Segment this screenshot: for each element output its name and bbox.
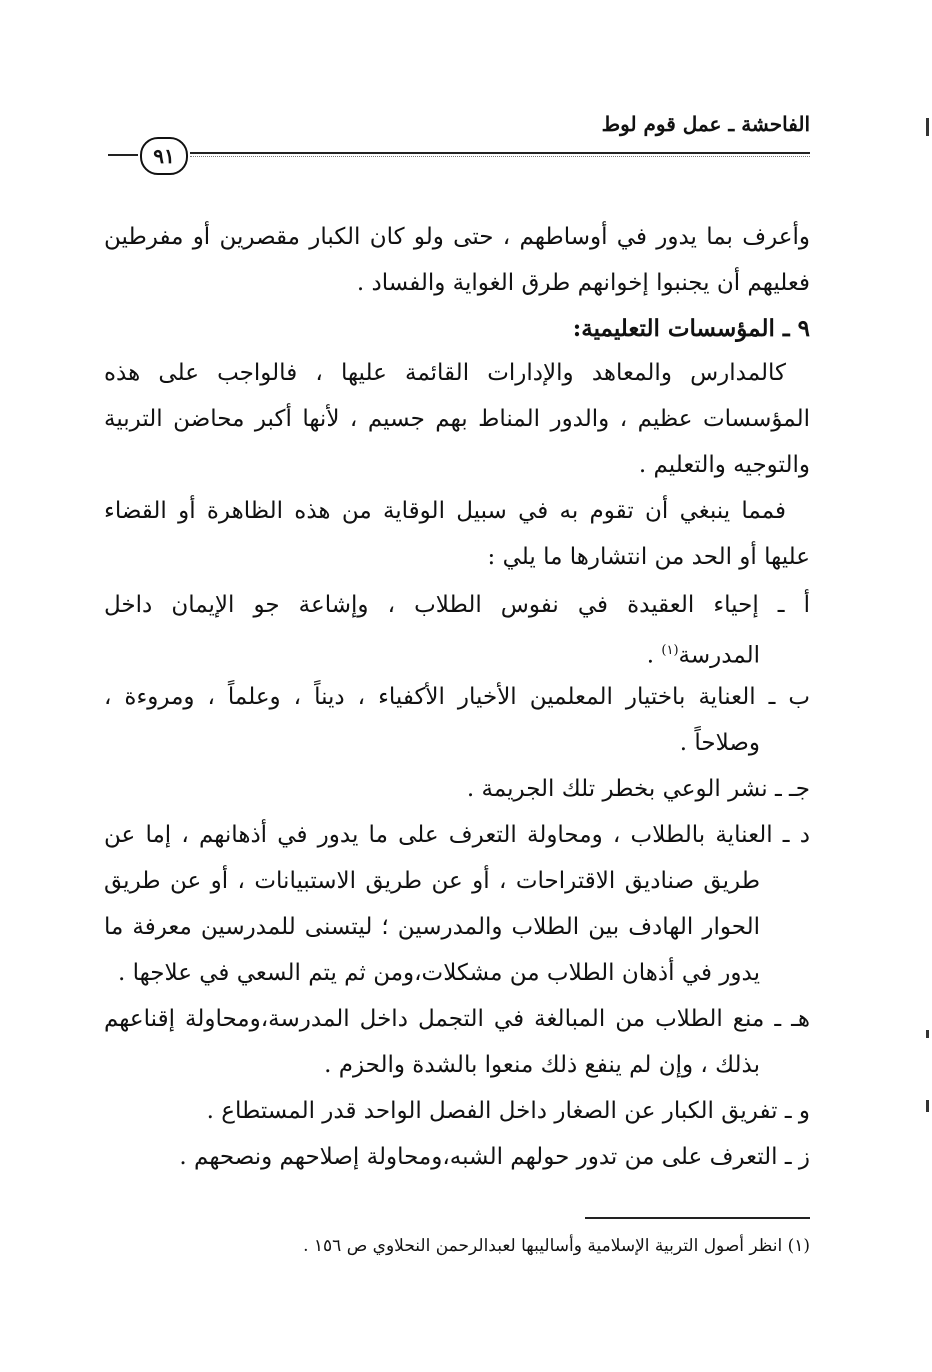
section-heading: ٩ ـ المؤسسات التعليمية: xyxy=(572,315,810,342)
list-item-d-cont: الحوار الهادف بين الطلاب والمدرسين ؛ ليتسنى للمدرسين معرفة ما xyxy=(104,914,760,940)
header-rule-dotted xyxy=(190,156,810,157)
text-line: وأعرف بما يدور في أوساطهم ، حتى ولو كان الكبار مقصرين أو مفرطين xyxy=(104,224,810,250)
list-item-w: و ـ تفريق الكبار عن الصغار داخل الفصل الواحد قدر المستطاع . xyxy=(206,1098,810,1124)
header-rule-left xyxy=(108,154,138,156)
text-line: كالمدارس والمعاهد والإدارات القائمة عليها ، فالواجب على هذه xyxy=(104,360,786,386)
text-line: عليها أو الحد من انتشارها ما يلي : xyxy=(487,544,810,570)
scan-edge-mark xyxy=(926,1100,929,1112)
text-line: فعليهم أن يجنبوا إخوانهم طرق الغواية والفساد . xyxy=(356,270,810,296)
scan-edge-mark xyxy=(926,1030,929,1038)
header-rule xyxy=(190,152,810,154)
list-item-z: ز ـ التعرف على من تدور حولهم الشبه،ومحاولة إصلاحهم ونصحهم . xyxy=(179,1144,810,1170)
list-item-d-cont: يدور في أذهان الطلاب من مشكلات،ومن ثم يتم السعي في علاجها . xyxy=(118,960,760,986)
list-item-b: ب ـ العناية باختيار المعلمين الأخيار الأكفياء ، ديناً ، وعلماً ، ومروءة ، xyxy=(104,684,810,710)
page-number: ٩١ xyxy=(140,137,188,175)
list-item-b-cont: وصلاحاً . xyxy=(679,730,760,756)
list-item-a: أ ـ إحياء العقيدة في نفوس الطلاب ، وإشاعة جو الإيمان داخل xyxy=(104,592,810,618)
list-item-h-cont: بذلك ، وإن لم ينفع ذلك منعوا بالشدة والحزم . xyxy=(324,1052,760,1078)
footnote-rule xyxy=(585,1217,810,1219)
list-item-h: هـ ـ منع الطلاب من المبالغة في التجمل داخل المدرسة،ومحاولة إقناعهم xyxy=(104,1006,810,1032)
scan-edge-mark xyxy=(926,118,929,136)
list-item-a-cont: المدرسة$^{(١)}$ . xyxy=(646,642,760,669)
text-line: فمما ينبغي أن تقوم به في سبيل الوقاية من هذه الظاهرة أو القضاء xyxy=(104,498,786,524)
list-item-d: د ـ العناية بالطلاب ، ومحاولة التعرف على ما يدور في أذهانهم ، إما عن xyxy=(104,822,810,848)
list-item-c: جـ ـ نشر الوعي بخطر تلك الجريمة . xyxy=(466,776,810,802)
text-line: والتوجيه والتعليم . xyxy=(638,452,810,478)
running-title: الفاحشة ـ عمل قوم لوط xyxy=(601,112,810,136)
footnote: (١) انظر أصول التربية الإسلامية وأساليبها لعبدالرحمن النحلاوي ص ١٥٦ . xyxy=(303,1236,810,1256)
text-line: المؤسسات عظيم ، والدور المناط بهم جسيم ، لأنها أكبر محاضن التربية xyxy=(104,406,810,432)
footnote-marker: (١) xyxy=(661,643,679,658)
list-item-d-cont: طريق صناديق الاقتراحات ، أو عن طريق الاستبيانات ، أو عن طريق xyxy=(104,868,760,894)
